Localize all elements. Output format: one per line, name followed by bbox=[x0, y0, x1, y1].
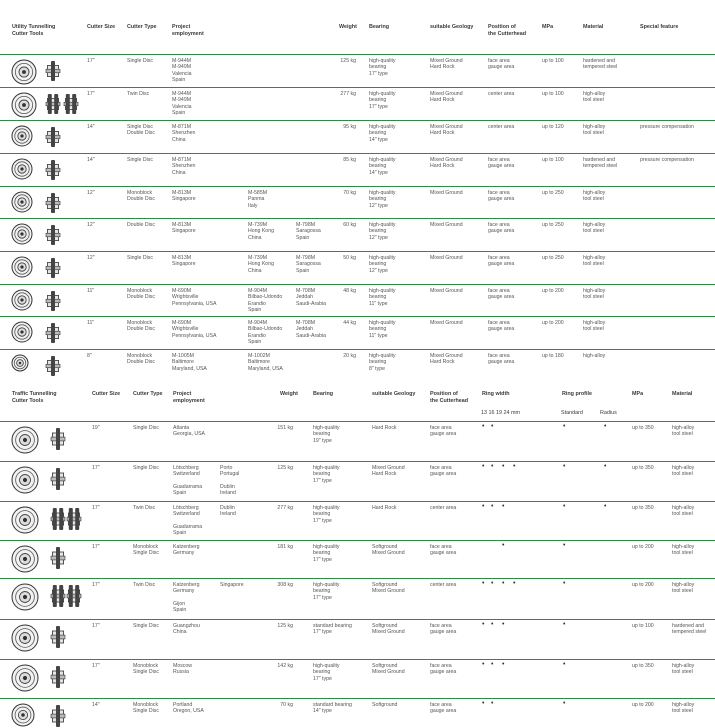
cell-geology: Softground Mixed Ground bbox=[372, 582, 405, 595]
cell-weight: 151 kg bbox=[277, 425, 293, 431]
cell-material: high-alloy tool steel bbox=[672, 465, 695, 478]
table-row bbox=[0, 186, 715, 219]
ring-width-dot: • bbox=[491, 580, 494, 587]
cell-bearing: high-quality bearing 17" type bbox=[313, 505, 340, 524]
twin-disc-side-icon bbox=[45, 93, 61, 115]
ring-width-dot: • bbox=[491, 423, 494, 430]
cell-position: center area bbox=[488, 124, 515, 130]
cell-p2: M-904M Bilbao-Udondo Erandio Spain bbox=[248, 288, 283, 314]
ring-width-dot: • bbox=[513, 580, 516, 587]
cell-type: Single Disc bbox=[127, 58, 153, 64]
ring-width-dot: • bbox=[491, 463, 494, 470]
cell-p3: M-708M Jeddah Saudi-Arabia bbox=[296, 320, 326, 339]
table-row bbox=[0, 659, 715, 699]
cell-geology: Mixed Ground Hard Rock bbox=[430, 91, 463, 104]
cell-bearing: high-quality bearing 17" type bbox=[369, 91, 396, 110]
cell-geology: Softground Mixed Ground bbox=[372, 663, 405, 676]
cutter-front-icon bbox=[10, 190, 34, 214]
cell-material: high-alloy tool steel bbox=[672, 582, 695, 595]
cell-weight: 85 kg bbox=[343, 157, 356, 163]
cell-mpa: up to 200 bbox=[542, 320, 564, 326]
cell-material: high-alloy tool steel bbox=[672, 505, 695, 518]
profile-standard-dot: • bbox=[563, 503, 566, 510]
cell-bearing: high-quality bearing 12" type bbox=[369, 222, 396, 241]
cell-material: high-alloy tool steel bbox=[583, 255, 606, 268]
cell-bearing: high-quality bearing 12" type bbox=[369, 255, 396, 274]
ring-width-dot: • bbox=[502, 621, 505, 628]
cell-bearing: high-quality bearing 17" type bbox=[369, 58, 396, 77]
cell-p1: Guangzhou China bbox=[173, 623, 200, 636]
cell-p3: M-708M Jeddah Saudi-Arabia bbox=[296, 288, 326, 307]
cell-bearing: high-quality bearing 14" type bbox=[369, 124, 396, 143]
table-row bbox=[0, 421, 715, 462]
col-position: Position of the Cutterhead bbox=[430, 391, 469, 404]
cell-position: face area gauge area bbox=[430, 465, 457, 478]
col-geology: suitable Geology bbox=[430, 24, 474, 30]
table-row bbox=[0, 540, 715, 579]
cell-geology: Mixed Ground bbox=[430, 320, 463, 326]
cell-geology: Mixed Ground Hard Rock bbox=[430, 157, 463, 170]
cell-mpa: up to 350 bbox=[632, 505, 654, 511]
cutter-front-icon bbox=[10, 320, 34, 344]
col-weight: Weight bbox=[339, 24, 357, 30]
cell-mpa: up to 350 bbox=[632, 465, 654, 471]
cell-p1: M-690M Wrightsville Pennsylvania, USA bbox=[172, 288, 217, 307]
cell-mpa: up to 120 bbox=[542, 124, 564, 130]
col-geology: suitable Geology bbox=[372, 391, 416, 397]
cell-bearing: high-quality bearing 17" type bbox=[313, 544, 340, 563]
cell-type: Monoblock Single Disc bbox=[133, 544, 159, 557]
col-cutter-size: Cutter Size bbox=[92, 391, 121, 397]
cutter-side-icon bbox=[45, 355, 61, 377]
cell-material: high-alloy tool steel bbox=[583, 320, 606, 333]
cell-mpa: up to 200 bbox=[632, 702, 654, 708]
cell-mpa: up to 200 bbox=[632, 544, 654, 550]
cell-size: 17" bbox=[92, 582, 100, 588]
traffic-title: Traffic Tunnelling Cutter Tools bbox=[12, 391, 57, 404]
cell-geology: Hard Rock bbox=[372, 425, 397, 431]
col-project: Project employment bbox=[172, 24, 204, 37]
cell-bearing: high-quality bearing 17" type bbox=[313, 582, 340, 601]
cell-bearing: high-quality bearing 12" type bbox=[369, 190, 396, 209]
cell-mpa: up to 250 bbox=[542, 190, 564, 196]
cell-position: face area gauge area bbox=[430, 425, 457, 438]
cell-p2: M-739M Hong Kong China bbox=[248, 222, 274, 241]
cell-weight: 277 kg bbox=[340, 91, 356, 97]
cell-mpa: up to 200 bbox=[542, 288, 564, 294]
cell-type: Monoblock Double Disc bbox=[127, 320, 155, 333]
cell-mpa: up to 100 bbox=[542, 58, 564, 64]
ring-width-dot: • bbox=[502, 463, 505, 470]
col-mpa: MPa bbox=[542, 24, 554, 30]
cell-weight: 70 kg bbox=[280, 702, 293, 708]
cell-size: 17" bbox=[92, 623, 100, 629]
cell-position: face area gauge area bbox=[488, 288, 515, 301]
cutter-front-icon bbox=[10, 353, 30, 373]
cell-position: center area bbox=[430, 505, 457, 511]
col-special: Special feature bbox=[640, 24, 679, 30]
cutter-side-icon bbox=[45, 159, 61, 181]
ring-width-dot: • bbox=[502, 580, 505, 587]
cell-geology: Mixed Ground Hard Rock bbox=[430, 58, 463, 71]
cell-material: high-alloy tool steel bbox=[672, 425, 695, 438]
cell-size: 14" bbox=[87, 124, 95, 130]
cutter-front-icon bbox=[10, 582, 40, 612]
ring-width-dot: • bbox=[502, 542, 505, 549]
cell-p2: M-1002M Baltimore Maryland, USA bbox=[248, 353, 283, 372]
cell-material: high-alloy tool steel bbox=[583, 190, 606, 203]
cutter-front-icon bbox=[10, 157, 34, 181]
ring-width-dot: • bbox=[502, 661, 505, 668]
profile-standard-dot: • bbox=[563, 580, 566, 587]
col-bearing: Bearing bbox=[369, 24, 390, 30]
cell-weight: 125 kg bbox=[340, 58, 356, 64]
profile-radius-dot: • bbox=[604, 463, 607, 470]
cell-size: 14" bbox=[92, 702, 100, 708]
cell-special: pressure compensation bbox=[640, 124, 694, 130]
cutter-front-icon bbox=[10, 255, 34, 279]
table-row bbox=[0, 698, 715, 727]
profile-radius-dot: • bbox=[604, 423, 607, 430]
profile-standard-dot: • bbox=[563, 463, 566, 470]
cutter-front-icon bbox=[10, 425, 40, 455]
cutter-front-icon bbox=[10, 623, 40, 653]
cutter-side-icon bbox=[45, 257, 61, 279]
table-row bbox=[0, 349, 715, 380]
cell-size: 17" bbox=[87, 91, 95, 97]
cell-weight: 142 kg bbox=[277, 663, 293, 669]
cutter-front-icon bbox=[10, 544, 40, 574]
cell-position: face area gauge area bbox=[488, 157, 515, 170]
cell-position: face area gauge area bbox=[430, 544, 457, 557]
cell-type: Double Disc bbox=[127, 222, 155, 228]
cell-material: hardened and tempered steel bbox=[672, 623, 707, 636]
ring-width-dot: • bbox=[482, 423, 485, 430]
cell-material: high-alloy tool steel bbox=[672, 663, 695, 676]
cell-weight: 50 kg bbox=[343, 255, 356, 261]
twin-disc-side-icon bbox=[66, 507, 82, 531]
ring-width-dot: • bbox=[482, 621, 485, 628]
cell-geology: Mixed Ground Hard Rock bbox=[430, 124, 463, 137]
ring-width-sizes: 13 16 19 24 mm bbox=[481, 410, 520, 416]
ring-width-dot: • bbox=[513, 463, 516, 470]
twin-disc-side-icon bbox=[66, 584, 82, 608]
ring-width-dot: • bbox=[491, 700, 494, 707]
cell-p1: Portland Oregon, USA bbox=[173, 702, 204, 715]
cell-geology: Softground Mixed Ground bbox=[372, 623, 405, 636]
cell-p1: Lötschberg Switzerland Guadarrama Spain bbox=[173, 505, 203, 537]
profile-standard-dot: • bbox=[563, 423, 566, 430]
col-ring-width: Ring width bbox=[482, 391, 510, 397]
col-ring-profile: Ring profile bbox=[562, 391, 592, 397]
cell-material: high-alloy tool steel bbox=[583, 124, 606, 137]
cell-mpa: up to 200 bbox=[632, 582, 654, 588]
cell-geology: Mixed Ground Hard Rock bbox=[372, 465, 405, 478]
cell-p1: Lötschberg Switzerland Guadarrama Spain bbox=[173, 465, 203, 497]
cell-bearing: high-quality bearing 11" type bbox=[369, 320, 396, 339]
cell-size: 17" bbox=[92, 505, 100, 511]
table-row bbox=[0, 284, 715, 317]
cell-type: Single Disc Double Disc bbox=[127, 124, 155, 137]
cell-geology: Mixed Ground bbox=[430, 190, 463, 196]
cell-size: 17" bbox=[92, 544, 100, 550]
cell-p3: M-798M Saragossa Spain bbox=[296, 222, 321, 241]
cell-material: high-alloy tool steel bbox=[583, 222, 606, 235]
cell-mpa: up to 350 bbox=[632, 663, 654, 669]
cell-size: 17" bbox=[92, 663, 100, 669]
cell-type: Monoblock Single Disc bbox=[133, 702, 159, 715]
cell-p1: Atlanta Georgia, USA bbox=[173, 425, 206, 438]
cell-position: face area gauge area bbox=[488, 190, 515, 203]
col-cutter-type: Cutter Type bbox=[133, 391, 163, 397]
col-position: Position of the Cutterhead bbox=[488, 24, 527, 37]
cell-size: 17" bbox=[92, 465, 100, 471]
cell-material: high-alloy tool steel bbox=[672, 544, 695, 557]
col-cutter-size: Cutter Size bbox=[87, 24, 116, 30]
cutter-side-icon bbox=[50, 546, 66, 570]
ring-width-dot: • bbox=[482, 503, 485, 510]
cutter-front-icon bbox=[10, 288, 34, 312]
cell-type: Single Disc bbox=[133, 623, 159, 629]
cell-position: face area gauge area bbox=[488, 353, 515, 366]
cell-type: Monoblock Double Disc bbox=[127, 353, 155, 366]
table-row bbox=[0, 461, 715, 502]
cell-geology: Mixed Ground Hard Rock bbox=[430, 353, 463, 366]
ring-width-dot: • bbox=[482, 580, 485, 587]
col-material: Material bbox=[583, 24, 604, 30]
col-cutter-type: Cutter Type bbox=[127, 24, 157, 30]
cell-geology: Mixed Ground bbox=[430, 255, 463, 261]
col-bearing: Bearing bbox=[313, 391, 334, 397]
profile-radius-dot: • bbox=[604, 503, 607, 510]
cell-size: 19" bbox=[92, 425, 100, 431]
cell-type: Single Disc bbox=[127, 255, 153, 261]
cell-type: Monoblock Single Disc bbox=[133, 663, 159, 676]
ring-width-dot: • bbox=[482, 463, 485, 470]
cell-mpa: up to 350 bbox=[632, 425, 654, 431]
cell-position: face area gauge area bbox=[488, 222, 515, 235]
cell-material: hardened and tempered steel bbox=[583, 58, 618, 71]
col-material: Material bbox=[672, 391, 693, 397]
cell-p1: M-690M Wrightsville Pennsylvania, USA bbox=[172, 320, 217, 339]
cutter-side-icon bbox=[45, 224, 61, 246]
cell-type: Monoblock Double Disc bbox=[127, 190, 155, 203]
cutter-side-icon bbox=[45, 290, 61, 312]
cell-size: 12" bbox=[87, 190, 95, 196]
table-row bbox=[0, 54, 715, 88]
cell-weight: 20 kg bbox=[343, 353, 356, 359]
table-row bbox=[0, 578, 715, 620]
cell-material: high-alloy tool steel bbox=[583, 288, 606, 301]
cutter-side-icon bbox=[50, 665, 66, 689]
cutter-side-icon bbox=[50, 625, 66, 649]
cell-p2: M-739M Hong Kong China bbox=[248, 255, 274, 274]
cell-p1: M-813M Singapore bbox=[172, 222, 196, 235]
cutter-front-icon bbox=[10, 465, 40, 495]
cell-material: high-alloy tool steel bbox=[672, 702, 695, 715]
cell-bearing: high-quality bearing 8" type bbox=[369, 353, 396, 372]
cell-mpa: up to 100 bbox=[632, 623, 654, 629]
cell-weight: 95 kg bbox=[343, 124, 356, 130]
cell-weight: 181 kg bbox=[277, 544, 293, 550]
cell-p2: M-585M Panma Italy bbox=[248, 190, 268, 209]
col-mpa: MPa bbox=[632, 391, 644, 397]
twin-disc-side-icon bbox=[50, 584, 66, 608]
traffic-section bbox=[0, 385, 715, 726]
cell-weight: 277 kg bbox=[277, 505, 293, 511]
cell-geology: Mixed Ground bbox=[430, 288, 463, 294]
cell-material: high-alloy tool steel bbox=[583, 91, 606, 104]
cutter-side-icon bbox=[45, 60, 61, 82]
cell-material: high-alloy bbox=[583, 353, 606, 359]
cell-bearing: high-quality bearing 19" type bbox=[313, 425, 340, 444]
cell-weight: 125 kg bbox=[277, 623, 293, 629]
cell-special: pressure compensation bbox=[640, 157, 694, 163]
cell-bearing: standard bearing 14" type bbox=[313, 702, 352, 715]
ring-width-dot: • bbox=[482, 700, 485, 707]
cell-p1: Katzenberg Germany Gijon Spain bbox=[173, 582, 200, 614]
cell-p2: Singapore bbox=[220, 582, 244, 588]
cell-p3: M-798M Saragossa Spain bbox=[296, 255, 321, 274]
cell-geology: Hard Rock bbox=[372, 505, 397, 511]
cell-material: hardened and tempered steel bbox=[583, 157, 618, 170]
table-row bbox=[0, 218, 715, 252]
cutter-front-icon bbox=[10, 663, 40, 693]
cell-weight: 125 kg bbox=[277, 465, 293, 471]
cell-position: face area gauge area bbox=[430, 663, 457, 676]
col-weight: Weight bbox=[280, 391, 298, 397]
cutter-side-icon bbox=[50, 427, 66, 451]
cell-bearing: standard bearing 17" type bbox=[313, 623, 352, 636]
cutter-front-icon bbox=[10, 702, 36, 728]
profile-standard-dot: • bbox=[563, 542, 566, 549]
profile-standard-dot: • bbox=[563, 621, 566, 628]
cell-geology: Mixed Ground bbox=[430, 222, 463, 228]
cell-p1: M-1005M Baltimore Maryland, USA bbox=[172, 353, 207, 372]
ring-width-dot: • bbox=[491, 503, 494, 510]
cutter-front-icon bbox=[10, 124, 34, 148]
cutter-front-icon bbox=[10, 58, 38, 86]
table-row bbox=[0, 251, 715, 285]
cell-type: Twin Disc bbox=[127, 91, 150, 97]
cutter-front-icon bbox=[10, 91, 38, 119]
cell-position: center area bbox=[488, 91, 515, 97]
cell-type: Single Disc bbox=[133, 425, 159, 431]
cell-p2: Porto Portugal Dublin Ireland bbox=[220, 465, 240, 497]
cell-weight: 308 kg bbox=[277, 582, 293, 588]
cell-size: 14" bbox=[87, 157, 95, 163]
cutter-side-icon bbox=[45, 322, 61, 344]
cell-mpa: up to 100 bbox=[542, 157, 564, 163]
profile-radius: Radius bbox=[600, 410, 617, 416]
col-project: Project employment bbox=[173, 391, 205, 404]
cutter-side-icon bbox=[50, 467, 66, 491]
cell-size: 17" bbox=[87, 58, 95, 64]
table-row bbox=[0, 120, 715, 154]
cell-size: 12" bbox=[87, 222, 95, 228]
cell-position: face area gauge area bbox=[488, 58, 515, 71]
cell-type: Twin Disc bbox=[133, 505, 156, 511]
ring-width-dot: • bbox=[482, 661, 485, 668]
cutter-side-icon bbox=[50, 704, 66, 728]
cell-p1: Katzenberg Germany bbox=[173, 544, 200, 557]
cutter-front-icon bbox=[10, 505, 40, 535]
cell-position: face area gauge area bbox=[488, 320, 515, 333]
cell-position: face area gauge area bbox=[430, 702, 457, 715]
ring-width-dot: • bbox=[491, 621, 494, 628]
cell-mpa: up to 100 bbox=[542, 91, 564, 97]
profile-standard-dot: • bbox=[563, 661, 566, 668]
cell-size: 11" bbox=[87, 288, 95, 294]
cell-mpa: up to 180 bbox=[542, 353, 564, 359]
cell-size: 12" bbox=[87, 255, 95, 261]
cell-size: 11" bbox=[87, 320, 95, 326]
twin-disc-side-icon bbox=[63, 93, 79, 115]
cutter-front-icon bbox=[10, 222, 34, 246]
table-row bbox=[0, 619, 715, 660]
twin-disc-side-icon bbox=[50, 507, 66, 531]
cell-type: Single Disc bbox=[127, 157, 153, 163]
cell-bearing: high-quality bearing 11" type bbox=[369, 288, 396, 307]
cell-p1: M-944M M-949M Valencia Spain bbox=[172, 58, 192, 84]
cell-p1: Moscow Russia bbox=[173, 663, 193, 676]
cell-mpa: up to 250 bbox=[542, 255, 564, 261]
cell-position: face area gauge area bbox=[488, 255, 515, 268]
profile-standard-dot: • bbox=[563, 700, 566, 707]
cell-p1: M-871M Shenzhen China bbox=[172, 124, 196, 143]
cell-weight: 48 kg bbox=[343, 288, 356, 294]
cell-p1: M-871M Shenzhen China bbox=[172, 157, 196, 176]
cell-bearing: high-quality bearing 17" type bbox=[313, 663, 340, 682]
profile-standard: Standard bbox=[561, 410, 583, 416]
table-row bbox=[0, 501, 715, 541]
ring-width-dot: • bbox=[502, 503, 505, 510]
cell-mpa: up to 250 bbox=[542, 222, 564, 228]
cell-position: center area bbox=[430, 582, 457, 588]
cell-geology: Softground Mixed Ground bbox=[372, 544, 405, 557]
cell-type: Twin Disc bbox=[133, 582, 156, 588]
cell-weight: 44 kg bbox=[343, 320, 356, 326]
table-row bbox=[0, 87, 715, 121]
table-row bbox=[0, 153, 715, 187]
cell-p2: Dublin Ireland bbox=[220, 505, 236, 518]
cell-weight: 70 kg bbox=[343, 190, 356, 196]
ring-width-dot: • bbox=[491, 661, 494, 668]
cutter-side-icon bbox=[45, 126, 61, 148]
cell-position: face area gauge area bbox=[430, 623, 457, 636]
cell-bearing: high-quality bearing 14" type bbox=[369, 157, 396, 176]
utility-title: Utility Tunnelling Cutter Tools bbox=[12, 24, 56, 37]
cell-geology: Softground bbox=[372, 702, 398, 708]
cell-p2: M-904M Bilbao-Udondo Erandio Spain bbox=[248, 320, 283, 346]
cell-type: Single Disc bbox=[133, 465, 159, 471]
cell-weight: 60 kg bbox=[343, 222, 356, 228]
table-row bbox=[0, 316, 715, 350]
cell-size: 8" bbox=[87, 353, 92, 359]
cell-p1: M-813M Singapore bbox=[172, 190, 196, 203]
cutter-side-icon bbox=[45, 192, 61, 214]
cell-p1: M-944M M-949M Valencia Spain bbox=[172, 91, 192, 117]
cell-p1: M-813M Singapore bbox=[172, 255, 196, 268]
cell-bearing: high-quality bearing 17" type bbox=[313, 465, 340, 484]
cell-type: Monoblock Double Disc bbox=[127, 288, 155, 301]
